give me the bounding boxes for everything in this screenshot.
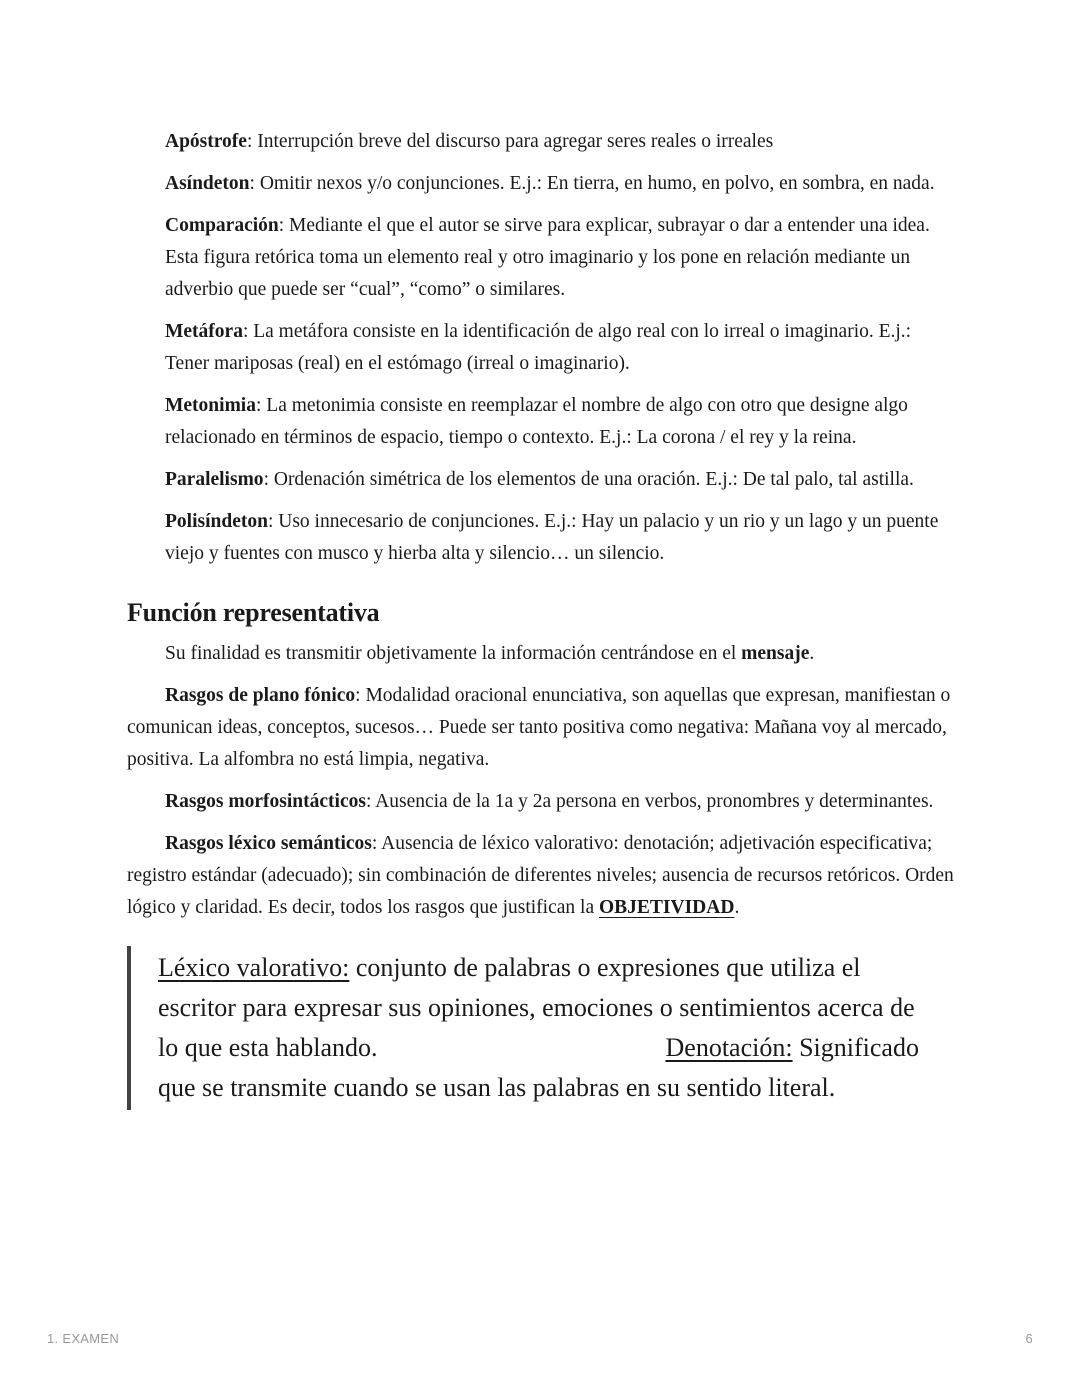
rasgos-lexico-paragraph (127, 828, 957, 924)
definition: : Ausencia de léxico valorativo: denotación; adjetivación especificativa; registro estándar (adecuado); sin combinación de diferentes niveles; ausencia de recursos retóricos. Orden lógico y claridad. Es decir, todos los rasgos que justifican la (127, 833, 954, 918)
term: Metonimia (165, 395, 256, 416)
quote-text-2: Significado que se transmite cuando se usan las palabras en su sentido literal. (158, 1033, 919, 1102)
lexico-end: . (734, 897, 740, 918)
term: Rasgos léxico semánticos (165, 833, 372, 854)
intro-text: Su finalidad es transmitir objetivamente la información centrándose en el (165, 643, 742, 664)
objetividad-text: OBJETIVIDAD (598, 897, 735, 918)
intro-paragraph (127, 638, 957, 670)
footer-section-label: 1. EXAMEN (47, 1331, 120, 1346)
definition: : La metonimia consiste en reemplazar el nombre de algo con otro que designe algo relacionado en términos de espacio, tiempo o contexto. E.j.: La corona / el rey y la reina. (165, 395, 908, 448)
document-body (127, 126, 957, 1110)
figure-apostrofe (165, 126, 957, 158)
definition: : La metáfora consiste en la identificación de algo real con lo irreal o imaginario. E.j.: Tener mariposas (real) en el estómago (irreal o imaginario). (165, 321, 912, 374)
quote-term-2: Denotación: (665, 1033, 793, 1062)
figure-metafora (165, 316, 957, 380)
definitions-quote (127, 946, 938, 1110)
definition: : Mediante el que el autor se sirve para explicar, subrayar o dar a entender una idea. Esta figura retórica toma un elemento real y otro imaginario y los pone en relación mediante un adverbio que puede ser “cual”, “como” o similares. (165, 215, 930, 300)
figure-paralelismo (165, 464, 957, 496)
definition: : Ordenación simétrica de los elementos de una oración. E.j.: De tal palo, tal astilla. (263, 469, 914, 490)
intro-bold: mensaje (741, 643, 810, 664)
quote-text-1: conjunto de palabras o expresiones que utiliza el escritor para expresar sus opiniones, emociones o sentimientos acerca de lo que esta hablando. (158, 953, 915, 1062)
figure-asindeton (165, 168, 957, 200)
term: Rasgos morfosintácticos (165, 791, 366, 812)
term: Apóstrofe (165, 131, 247, 152)
intro-end: . (809, 643, 815, 664)
section-heading: Función representativa (127, 598, 380, 627)
term: Comparación (165, 215, 279, 236)
footer-page-number: 6 (1025, 1331, 1033, 1346)
definition: : Modalidad oracional enunciativa, son aquellas que expresan, manifiestan o comunican ideas, conceptos, sucesos… Puede ser tanto positiva como negativa: Mañana voy al mercado, positiva. La alfombra no está limpia, negativa. (127, 685, 951, 770)
term: Rasgos de plano fónico (165, 685, 356, 706)
term: Paralelismo (165, 469, 264, 490)
term: Asíndeton (165, 173, 250, 194)
figure-comparacion (165, 210, 957, 306)
definition: : Uso innecesario de conjunciones. E.j.: Hay un palacio y un rio y un lago y un puente viejo y fuentes con musco y hierba alta y silencio… un silencio. (165, 511, 939, 564)
term: Metáfora (165, 321, 243, 342)
figure-polisindeton (165, 506, 957, 570)
definition: : Ausencia de la 1a y 2a persona en verbos, pronombres y determinantes. (365, 791, 934, 812)
rasgos-fonico-paragraph (127, 680, 957, 776)
quote-term-1: Léxico valorativo: (158, 953, 350, 982)
term: Polisíndeton (165, 511, 268, 532)
figure-metonimia (165, 390, 957, 454)
rasgos-morfo-paragraph (127, 786, 957, 818)
definition: : Interrupción breve del discurso para agregar seres reales o irreales (246, 131, 774, 152)
definition: : Omitir nexos y/o conjunciones. E.j.: En tierra, en humo, en polvo, en sombra, en nada. (249, 173, 935, 194)
